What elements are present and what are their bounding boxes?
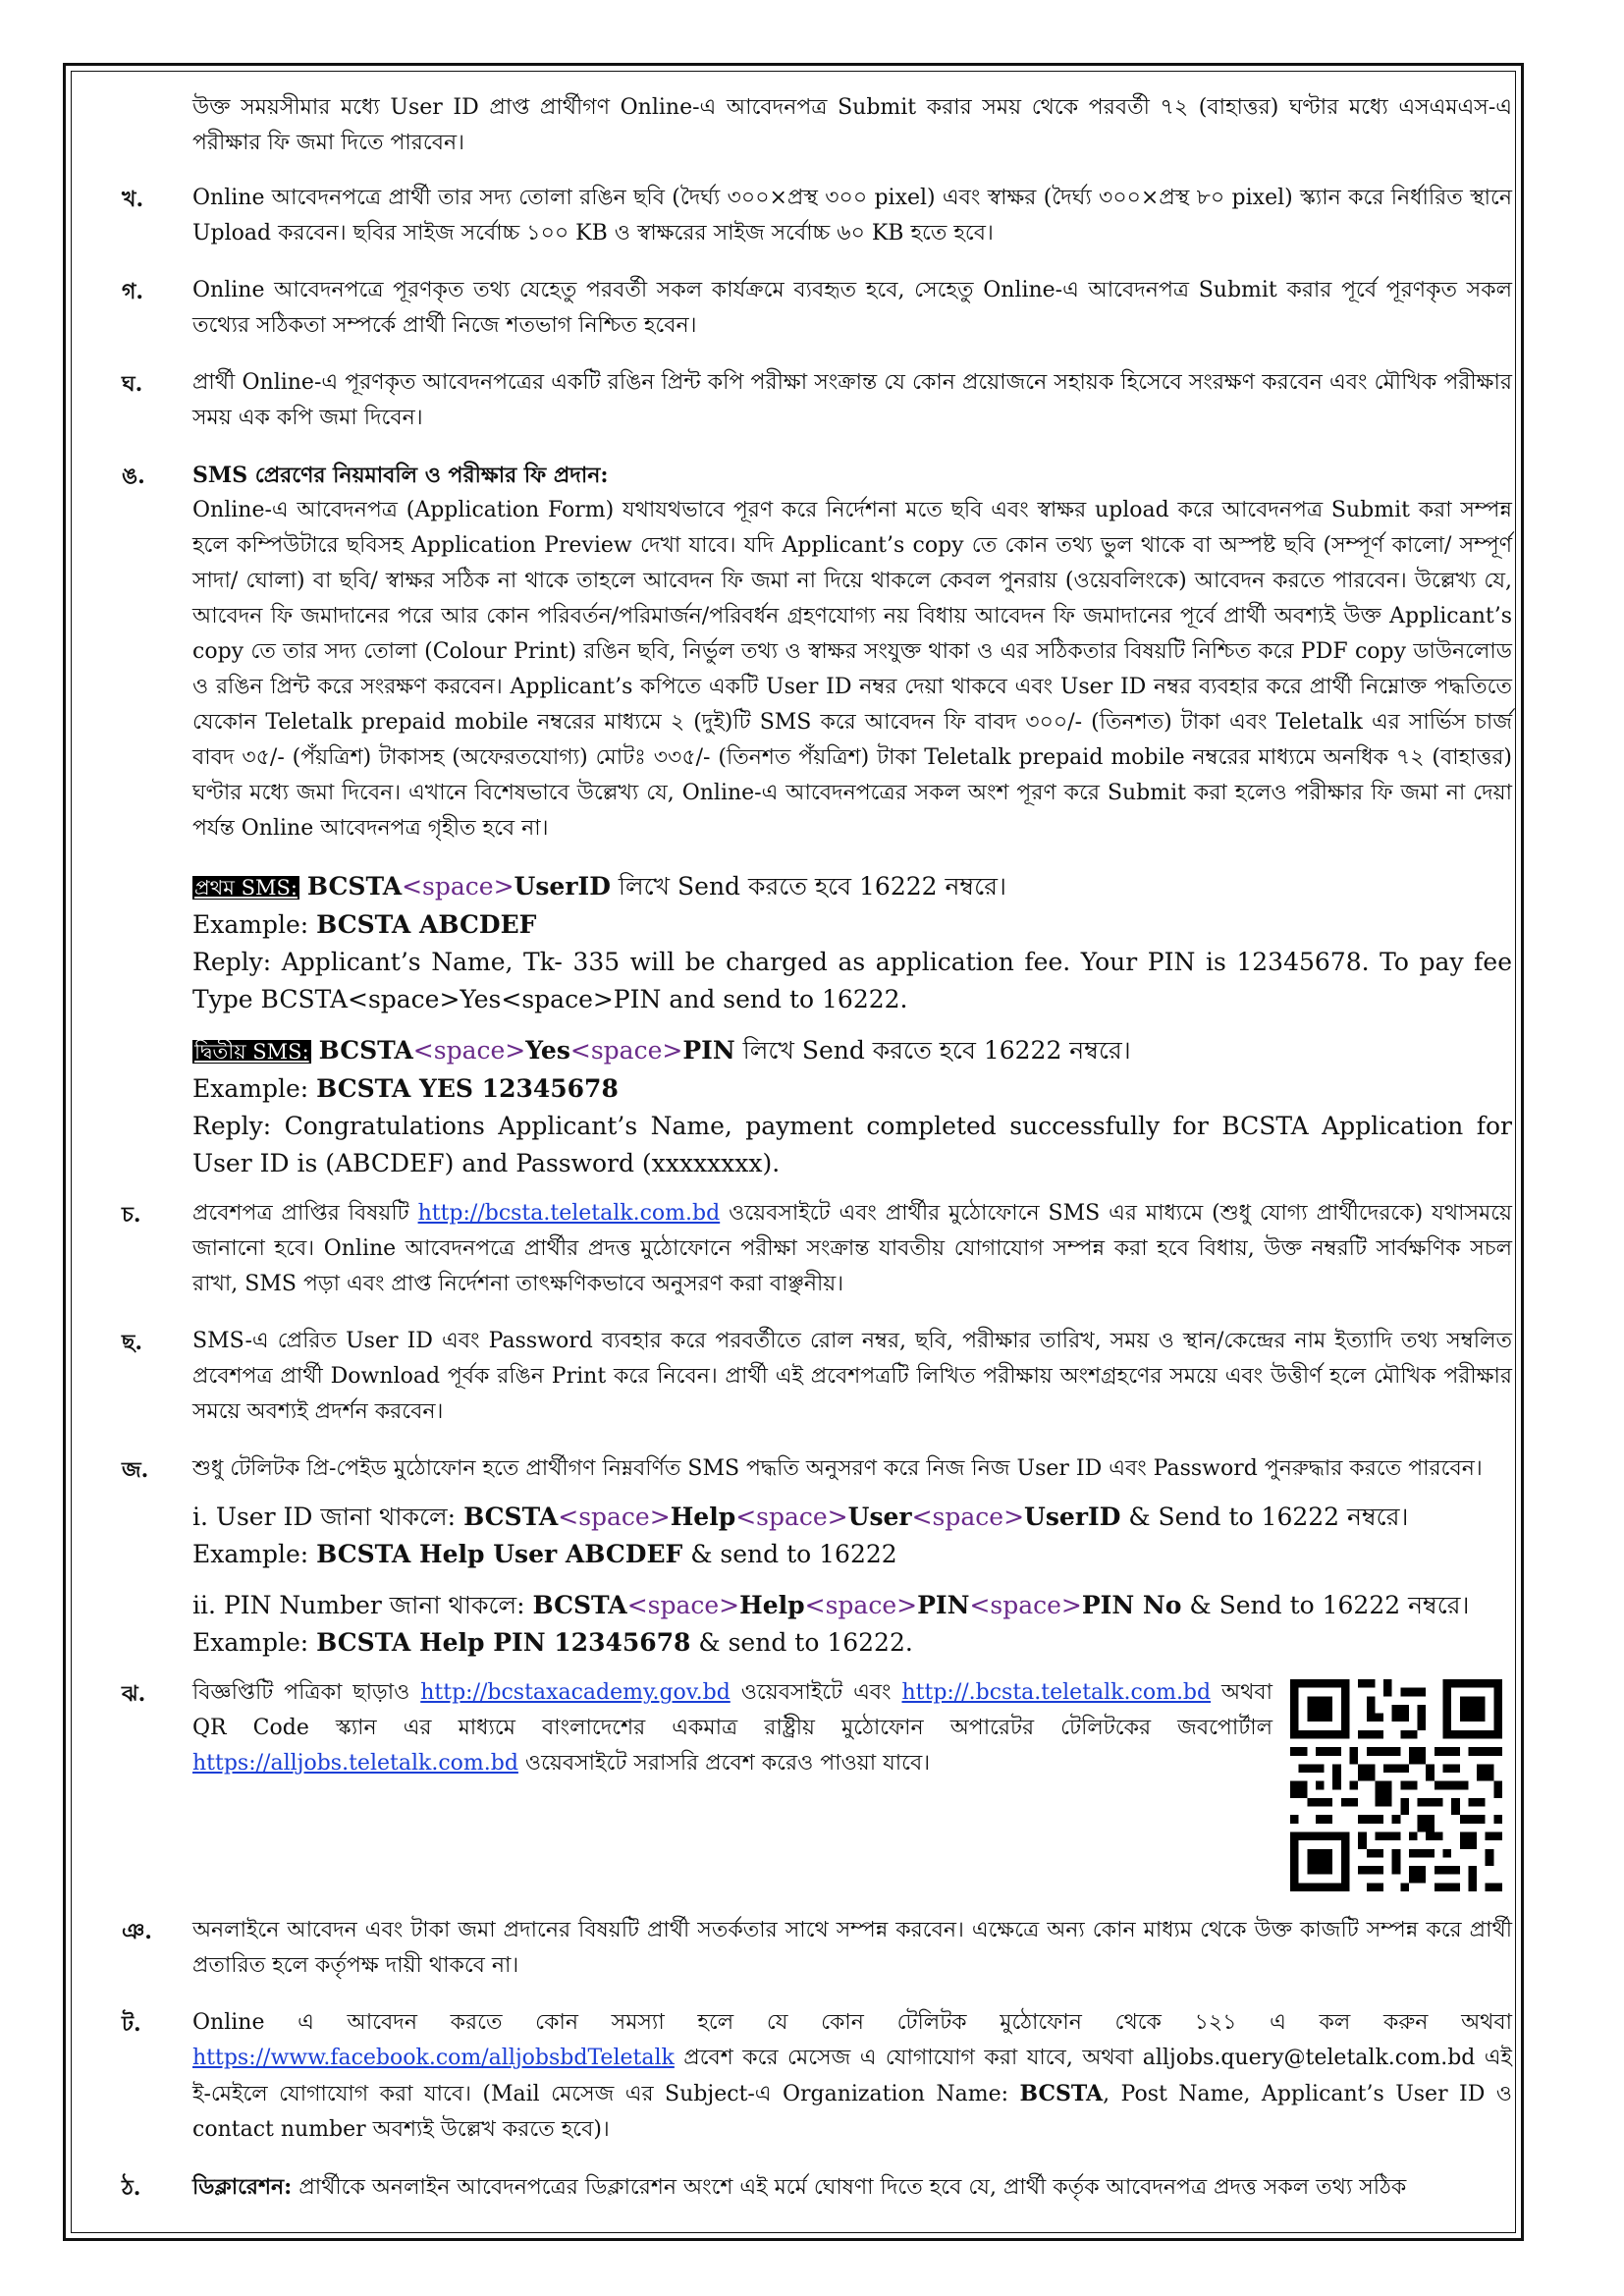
item-marker: ঞ. <box>122 1919 152 1944</box>
keyword: BCSTA <box>463 1503 559 1531</box>
item-ja <box>122 1451 1512 1487</box>
first-sms-instruction <box>192 868 1512 906</box>
text-segment: ওয়েবসাইটে এবং প্রার্থীর মুঠোফোনে SMS এর মাধ্যমে (শুধু যোগ্য প্রার্থীদেরকে) যথাসময়ে জানানো হবে। Online আবেদনপত্রে প্রার্থীর প্রদত্ত মুঠোফোনে পরীক্ষা সংক্রান্ত যাবতীয় যোগাযোগ সম্পন্ন করা হবে বিধায়, উক্ত নম্বরটি সার্বক্ষণিক সচল রাখা, SMS পড়া এবং প্রাপ্ত নির্দেশনা তাৎক্ষণিকভাবে অনুসরণ করা বাঞ্ছনীয়। <box>192 1201 1513 1296</box>
text-segment: Online এ আবেদন করতে কোন সমস্যা হলে যে কোন টেলিটক মুঠোফোন থেকে ১২১ এ কল করুন অথবা <box>192 2010 1512 2035</box>
alljobs-link[interactable]: https://alljobs.teletalk.com.bd <box>192 1751 518 1776</box>
second-sms-example <box>192 1070 1512 1108</box>
keyword: Help <box>670 1503 736 1531</box>
second-sms-block <box>192 1032 1512 1182</box>
item-tha <box>122 2169 1512 2206</box>
example-label: Example: <box>192 1628 309 1657</box>
first-sms-tag: প্রথম SMS: <box>194 876 298 900</box>
item-marker: ঠ. <box>122 2175 141 2201</box>
recover-pin-instruction <box>192 1587 1512 1624</box>
space-token: <space> <box>969 1591 1082 1619</box>
example-value: BCSTA Help PIN 12345678 <box>316 1628 691 1657</box>
item-text <box>192 1196 1512 1302</box>
text-segment: , Post Name, Applicant’s User ID ও contact number অবশ্যই উল্লেখ করতে হবে)। <box>192 2082 1512 2142</box>
teletalk-bcsta-link[interactable]: http://.bcsta.teletalk.com.bd <box>901 1680 1212 1705</box>
lead-paragraph: উক্ত সময়সীমার মধ্যে User ID প্রাপ্ত প্রার্থীগণ Online-এ আবেদনপত্র Submit করার সময় থেকে পরবর্তী ৭২ (বাহাত্তর) ঘণ্টার মধ্যে এসএমএস-এ পরীক্ষার ফি জমা দিতে পারবেন। <box>192 95 1512 155</box>
second-sms-tag: দ্বিতীয় SMS: <box>194 1040 309 1064</box>
text-segment: প্রার্থীকে অনলাইন আবেদনপত্রের ডিক্লারেশন অংশে এই মর্মে ঘোষণা দিতে হবে যে, প্রার্থী কর্তৃক আবেদনপত্র প্রদত্ত সকল তথ্য সঠিক <box>298 2175 1407 2200</box>
qr-row <box>192 1675 1512 1891</box>
item-text: SMS-এ প্রেরিত User ID এবং Password ব্যবহার করে পরবর্তীতে রোল নম্বর, ছবি, পরীক্ষার তারিখ, সময় ও স্থান/কেন্দ্রের নাম ইত্যাদি তথ্য সম্বলিত প্রবেশপত্র প্রার্থী Download পূর্বক রঙিন Print করে নিবেন। প্রার্থী এই প্রবেশপত্রটি লিখিত পরীক্ষায় অংশগ্রহণের সময়ে এবং উত্তীর্ণ হলে মৌখিক পরীক্ষার সময়ে অবশ্যই প্রদর্শন করবেন। <box>192 1329 1512 1424</box>
declaration-heading: ডিক্লারেশন: <box>192 2174 293 2200</box>
text-segment: ওয়েবসাইটে এবং <box>740 1680 892 1705</box>
item-text: অনলাইনে আবেদন এবং টাকা জমা প্রদানের বিষয়টি প্রার্থী সতর্কতার সাথে সম্পন্ন করবেন। এক্ষেত্রে অন্য কোন মাধ্যম থেকে উক্ত কাজটি সম্পন্ন করে প্রার্থী প্রতারিত হলে কর্তৃপক্ষ দায়ী থাকবে না। <box>192 1918 1512 1978</box>
second-sms-reply: Reply: Congratulations Applicant’s Name, payment completed successfully for BCSTA Application for User ID is (ABCDEF) and Password (xxxxxxxx). <box>192 1112 1512 1177</box>
instruction-prefix: ii. PIN Number জানা থাকলে: <box>192 1591 525 1619</box>
text-segment: বিজ্ঞপ্তিটি পত্রিকা ছাড়াও <box>192 1680 410 1705</box>
keyword: PIN No <box>1081 1591 1182 1619</box>
item-marker: ট. <box>122 2011 141 2037</box>
keyword: BCSTA <box>318 1036 413 1065</box>
example-label: Example: <box>192 910 309 939</box>
item-jha <box>122 1675 1512 1891</box>
space-token: <space> <box>804 1591 918 1619</box>
item-chha <box>122 1324 1512 1430</box>
item-marker: জ. <box>122 1457 149 1483</box>
item-text: Online আবেদনপত্রে প্রার্থী তার সদ্য তোলা রঙিন ছবি (দৈর্ঘ্য ৩০০×প্রস্থ ৩০০ pixel) এবং স্বাক্ষর (দৈর্ঘ্য ৩০০×প্রস্থ ৮০ pixel) স্ক্যান করে নির্ধারিত স্থানে Upload করবেন। ছবির সাইজ সর্বোচ্চ ১০০ KB ও স্বাক্ষরের সাইজ সর্বোচ্চ ৬০ KB হতে হবে। <box>192 186 1512 246</box>
example-tail: & send to 16222 <box>690 1540 897 1568</box>
keyword: User <box>847 1503 912 1531</box>
example-label: Example: <box>192 1074 309 1103</box>
second-sms-instruction <box>192 1032 1512 1070</box>
text-segment: প্রবেশ করে মেসেজ এ যোগাযোগ করা যাবে, অথবা alljobs.query@teletalk.com.bd এই ই-মেইলে যোগাযোগ করা যাবে। (Mail মেসেজ এর Subject-এ Organization Name: <box>192 2046 1512 2106</box>
tax-academy-link[interactable]: http://bcstaxacademy.gov.bd <box>420 1680 731 1705</box>
item-nya <box>122 1913 1512 1984</box>
space-token: <space> <box>412 1036 526 1065</box>
item-marker: চ. <box>122 1202 141 1228</box>
keyword: BCSTA <box>532 1591 627 1619</box>
keyword: UserID <box>1024 1503 1121 1531</box>
text-segment: প্রবেশপত্র প্রাপ্তির বিষয়টি <box>192 1201 409 1226</box>
keyword: PIN <box>682 1036 735 1065</box>
keyword: UserID <box>514 872 611 901</box>
example-label: Example: <box>192 1540 309 1568</box>
instruction-tail: লিখে Send করতে হবে 16222 নম্বরে। <box>742 1036 1131 1065</box>
recover-pin-block <box>122 1587 1512 1662</box>
item-marker: গ. <box>122 279 144 304</box>
space-token: <space> <box>569 1036 683 1065</box>
recover-pin-example <box>192 1624 1512 1662</box>
item-text: প্রার্থী Online-এ পূরণকৃত আবেদনপত্রের একটি রঙিন প্রিন্ট কপি পরীক্ষা সংক্রান্ত যে কোন প্রয়োজনে সহায়ক হিসেবে সংরক্ষণ করবেন এবং মৌখিক পরীক্ষার সময় এক কপি জমা দিবেন। <box>192 370 1512 430</box>
item-text <box>192 2169 1512 2206</box>
item-uma <box>122 458 1512 847</box>
item-ga <box>122 273 1512 344</box>
sms-rules-heading: SMS প্রেরণের নিয়মাবলি ও পরীক্ষার ফি প্রদান: <box>192 463 609 488</box>
example-tail: & send to 16222. <box>698 1628 913 1657</box>
space-token: <space> <box>735 1503 848 1531</box>
instruction-prefix: i. User ID জানা থাকলে: <box>192 1503 457 1531</box>
notice-content <box>122 90 1512 2227</box>
instruction-tail: & Send to 16222 নম্বরে। <box>1128 1503 1409 1531</box>
item-marker: ছ. <box>122 1330 142 1355</box>
keyword: Yes <box>525 1036 570 1065</box>
example-value: BCSTA YES 12345678 <box>316 1074 619 1103</box>
item-text: Online আবেদনপত্রে পূরণকৃত তথ্য যেহেতু পরবর্তী সকল কার্যক্রমে ব্যবহৃত হবে, সেহেতু Online-এ আবেদনপত্র Submit করার পূর্বে পূরণকৃত সকল তথ্যের সঠিকতা সম্পর্কে প্রার্থী নিজে শতভাগ নিশ্চিত হবেন। <box>192 278 1512 338</box>
item-marker: ঘ. <box>122 371 143 397</box>
facebook-link[interactable]: https://www.facebook.com/alljobsbdTeletalk <box>192 2046 675 2070</box>
space-token: <space> <box>911 1503 1025 1531</box>
text-segment: ওয়েবসাইটে সরাসরি প্রবেশ করেও পাওয়া যাবে। <box>524 1751 931 1776</box>
recover-userid-block <box>122 1499 1512 1573</box>
item-kha <box>122 181 1512 251</box>
keyword: BCSTA <box>306 872 403 901</box>
item-text: শুধু টেলিটক প্রি-পেইড মুঠোফোন হতে প্রার্থীগণ নিম্নবর্ণিত SMS পদ্ধতি অনুসরণ করে নিজ নিজ User ID এবং Password পুনরুদ্ধার করতে পারবেন। <box>192 1456 1483 1481</box>
organization-name: BCSTA <box>1019 2081 1104 2106</box>
first-sms-block <box>192 868 1512 1018</box>
qr-code-icon[interactable] <box>1290 1679 1502 1891</box>
space-token: <space> <box>402 872 514 901</box>
item-text <box>192 1675 1272 1781</box>
keyword: PIN <box>917 1591 970 1619</box>
recover-userid-example <box>192 1536 1512 1573</box>
first-sms-example <box>192 906 1512 944</box>
text-segment: অথবা QR Code স্ক্যান এর মাধ্যমে বাংলাদেশের একমাত্র রাষ্ট্রীয় মুঠোফোন অপারেটর টেলিটকের জবপোর্টাল <box>192 1680 1272 1740</box>
space-token: <space> <box>558 1503 671 1531</box>
first-sms-reply: Reply: Applicant’s Name, Tk- 335 will be charged as application fee. Your PIN is 12345678. To pay fee Type BCSTA<space>Yes<space>PIN and send to 16222. <box>192 948 1512 1013</box>
item-cha <box>122 1196 1512 1302</box>
item-text <box>192 2005 1512 2148</box>
recover-userid-instruction <box>192 1499 1512 1536</box>
keyword: Help <box>739 1591 805 1619</box>
item-gha <box>122 365 1512 436</box>
admit-card-link[interactable]: http://bcsta.teletalk.com.bd <box>417 1201 721 1226</box>
item-marker: ঙ. <box>122 464 145 489</box>
example-value: BCSTA Help User ABCDEF <box>316 1540 683 1568</box>
item-ta <box>122 2005 1512 2148</box>
instruction-tail: লিখে Send করতে হবে 16222 নম্বরে। <box>618 872 1006 901</box>
item-text: Online-এ আবেদনপত্র (Application Form) যথাযথভাবে পূরণ করে নির্দেশনা মতে ছবি এবং স্বাক্ষর upload করে আবেদনপত্র Submit করা সম্পন্ন হলে কম্পিউটারে ছবিসহ Application Preview দেখা যাবে। যদি Applicant’s copy তে কোন তথ্য ভুল থাকে বা অস্পষ্ট ছবি (সম্পূর্ণ কালো/ সম্পূর্ণ সাদা/ ঘোলা) বা ছবি/ স্বাক্ষর সঠিক না থাকে তাহলে আবেদন ফি জমা না দিয়ে থাকলে কেবল পুনরায় (ওয়েবলিংকে) আবেদন করতে পারবেন। উল্লেখ্য যে, আবেদন ফি জমাদানের পরে আর কোন পরিবর্তন/পরিমার্জন/পরিবর্ধন গ্রহণযোগ্য নয় বিধায় আবেদন ফি জমাদানের পূর্বে প্রার্থী অবশ্যই উক্ত Applicant’s copy তে তার সদ্য তোলা (Colour Print) রঙিন ছবি, নির্ভুল তথ্য ও স্বাক্ষর সংযুক্ত থাকা ও এর সঠিকতার বিষয়টি নিশ্চিত করে PDF copy ডাউনলোড ও রঙিন প্রিন্ট করে সংরক্ষণ করবেন। Applicant’s কপিতে একটি User ID নম্বর দেয়া থাকবে এবং User ID নম্বর ব্যবহার করে প্রার্থী নিম্নোক্ত পদ্ধতিতে যেকোন Teletalk prepaid mobile নম্বরের মাধ্যমে ২ (দুই)টি SMS করে আবেদন ফি বাবদ ৩০০/- (তিনশত) টাকা এবং Teletalk এর সার্ভিস চার্জ বাবদ ৩৫/- (পঁয়ত্রিশ) টাকাসহ (অফেরতযোগ্য) মোটঃ ৩৩৫/- (তিনশত পঁয়ত্রিশ) টাকা Teletalk prepaid mobile নম্বরের মাধ্যমে অনধিক ৭২ (বাহাত্তর) ঘণ্টার মধ্যে জমা দিবেন। এখানে বিশেষভাবে উল্লেখ্য যে, Online-এ আবেদনপত্রের সকল অংশ পূরণ করে Submit করা হলেও পরীক্ষার ফি জমা না দেয়া পর্যন্ত Online আবেদনপত্র গৃহীত হবে না। <box>192 498 1513 841</box>
instruction-tail: & Send to 16222 নম্বরে। <box>1189 1591 1470 1619</box>
example-value: BCSTA ABCDEF <box>316 910 537 939</box>
item-marker: খ. <box>122 187 144 212</box>
space-token: <space> <box>626 1591 740 1619</box>
item-marker: ঝ. <box>122 1681 146 1707</box>
